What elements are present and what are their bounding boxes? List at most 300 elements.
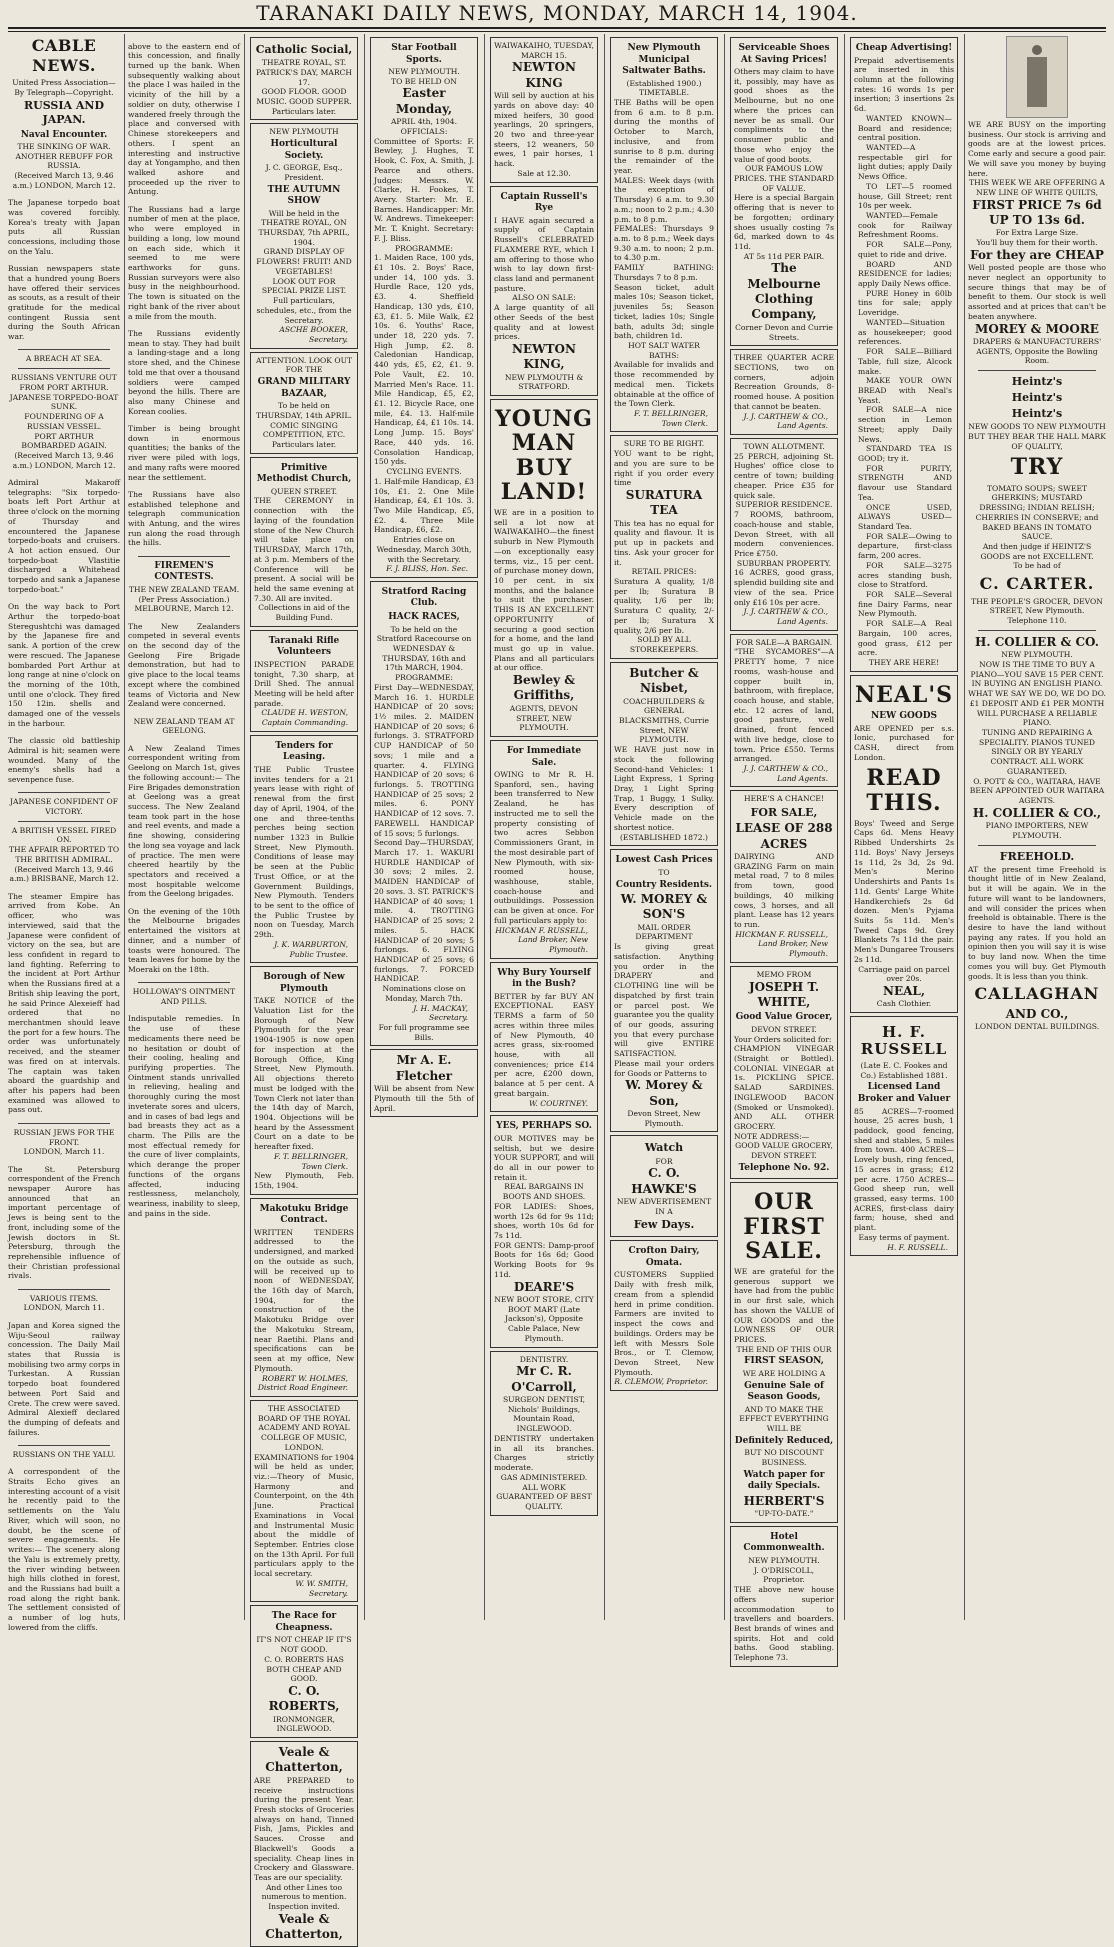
ad-title: Borough of New Plymouth	[263, 972, 345, 994]
ad-body: O. POTT & CO., WAITARA, HAVE BEEN APPOINTED OUR WAITARA AGENTS.	[969, 776, 1105, 806]
ad-body: AT the present time Freehold is thought little of in New Zealand, but it will be again. We in the future will want to be landowners, and will consider the prices when freehold is obtainable. There is the desire to have the land without paying any rates. If you hold an opinion then you will say it is wise to buy land now. When the time comes you will buy. Get Plymouth goods. It is less than you think.	[968, 864, 1106, 981]
ad-line: THIS WEEK WE ARE OFFERING A NEW LINE OF WHITE QUILTS,	[969, 178, 1105, 198]
ad-subtitle: DRAPERS & MANUFACTURERS' AGENTS, Opposite the Bowling Room.	[972, 336, 1102, 366]
dateline: (Received March 13, 9.46 a.m.) LONDON, March 12.	[12, 450, 116, 470]
ad-hf-russell	[850, 1016, 958, 1256]
ad-line: OFFICIALS:	[400, 126, 448, 136]
ad-line: You'll buy them for their worth.	[976, 238, 1098, 248]
ad-name: CALLAGHAN	[974, 984, 1100, 1004]
ad-signature: J. J. CARTHEW & CO., Land Agents.	[743, 607, 828, 626]
ad-subtitle: NEW PLYMOUTH.	[748, 1555, 820, 1565]
ad-line: GOOD FLOOR. GOOD MUSIC. GOOD SUPPER.	[256, 87, 352, 106]
column-rule	[724, 34, 725, 1620]
article-paragraph: The St. Petersburg correspondent of the French newspaper Aurore has announced that an important percentage of Jews is being sent to the front, including some of the Jewish doctors in St. Petersburg, through the reprehensible influence of their Christian professional rivals.	[8, 1164, 120, 1281]
ad-telephone: Telephone No. 92.	[738, 1162, 830, 1173]
ad-line: ALSO ON SALE:	[512, 293, 576, 303]
ad-body: Is giving great satisfaction. Anything you order in the DRAPERY and CLOTHING line will be dispatched by first train or parcel post. We guarantee you the quality of our goods, assuring you that every purchase will give ENTIRE SATISFACTION.	[614, 942, 714, 1059]
ad-title: DENTISTRY.	[519, 1354, 569, 1364]
ad-line: MAIL ORDER DEPARTMENT	[635, 922, 693, 942]
ad-subtitle: (Late E. C. Fookes and Co.) Established 1881.	[860, 1061, 948, 1080]
ad-body: NEW GOODS TO NEW PLYMOUTH BUT THEY BEAR THE HALL MARK OF QUALITY,	[968, 422, 1106, 451]
article-paragraph: The classic old battleship Admiral is hit; seamen were wounded. Many of the enemy's shells had a sevenpence fuse.	[8, 736, 120, 785]
ad-body: TAKE NOTICE of the Valuation List for the Borough of New Plymouth for the year 1904-1905 is now open for inspection at the Borough Office, King Street, New Plymouth. All objections thereto must be lodged with the Town Clerk not later than the 14th day of March, 1904. Objections will be heard by the Assessment Court on a date to be hereafter fixed.	[254, 996, 354, 1152]
ad-programme: 1. Half-mile Handicap, £3 10s, £1. 2. One Mile Handicap, £4, £1 10s. 3. Two Mile Handicap, £5, £2. 4. Three Mile Handicap, £6, £2.	[374, 476, 474, 535]
ad-body: YOU want to be right, and you are sure to be right if you order every time	[614, 449, 714, 488]
ad-line: To be had of	[1013, 561, 1061, 571]
ad-heading: THE AUTUMN SHOW	[267, 184, 341, 207]
ad-subtitle: DEVON STREET.	[751, 1024, 817, 1034]
ad-bury-in-bush	[490, 962, 598, 1113]
ad-signature: R. CLEMOW, Proprietor.	[614, 1377, 708, 1387]
ad-items: Boys' Tweed and Serge Caps 6d. Mens Heavy Ribbed Undershirts 2s 11d. Boys' Navy Jerseys 1s 11d, 2s 3d, 2s 9d. Men's Merino Undershirts and Pants 1s 11d. Gents' Large White Handkerchiefs 2s 6d dozen. Men's Pyjama Suits 5s 11d. Men's Tweed Caps 9d. Grey Blankets 7s 11d the pair. Men's Dungaree Trousers 2s 11d.	[854, 818, 954, 964]
ad-line: J. O'DRISCOLL, Proprietor.	[753, 1565, 815, 1585]
ad-line: HERE'S A CHANCE!	[744, 794, 824, 804]
column-rule	[604, 34, 605, 1620]
ad-body: Will sell by auction at his yards on above day: 40 mixed heifers, 30 good yearlings, 20 springers, 20 two and three-year steers, 12 weaners, 50 ewes, 1 pair horses, 1 hack.	[494, 91, 594, 169]
ad-herberts-sale	[730, 1182, 838, 1523]
classified-item: FOR SALE—Owing to departure, first-class farm, 200 acres.	[858, 531, 952, 561]
ad-name: Veale & Chatterton,	[265, 1911, 343, 1942]
ad-body: 16 ACRES, good grass, splendid building site and view of the sea. Price only £16 10s per acre.	[734, 568, 834, 607]
article-paragraph: The Japanese torpedo boat was covered forcibly. Korea's treaty with Japan puts all Russian concessions, including those on the Yalu.	[8, 198, 120, 256]
ad-body: "THE SYCAMORES"—A PRETTY home, 7 nice rooms, wash-house and copper built in, bathroom, with fireplace, coach house, and stable, etc. 12 acres of land, good pasture, well drained, front fenced with live hedge, close to town. Price £550. Terms arranged.	[734, 647, 834, 764]
ad-carthew-properties	[730, 438, 838, 631]
ad-neals	[850, 675, 958, 1013]
ad-veale-chatterton	[250, 1741, 358, 1947]
subheading: RUSSIAN JEWS FOR THE FRONT.	[13, 1127, 115, 1147]
ad-title: THE ASSOCIATED BOARD OF THE ROYAL ACADEMY AND ROYAL COLLEGE OF MUSIC, LONDON.	[257, 1403, 351, 1452]
ad-borough	[250, 966, 358, 1194]
ad-suratura-tea	[610, 435, 718, 658]
ad-associated-board	[250, 1400, 358, 1602]
ad-line: Sale at 12.30.	[517, 168, 571, 178]
column-1	[8, 34, 120, 1632]
ad-title: TOWN ALLOTMENT.	[743, 442, 825, 452]
section-heading: RUSSIA AND JAPAN.	[23, 99, 105, 127]
ad-name: JOSEPH T. WHITE,	[748, 979, 820, 1009]
ad-line: IN A	[655, 1206, 673, 1216]
ad-signature: J. K. WARBURTON, Public Trustee.	[274, 939, 348, 959]
ad-line: CYCLING EVENTS.	[386, 467, 462, 477]
ad-hawkes	[610, 1135, 718, 1237]
ad-body: DAIRYING AND GRAZING Farm on main metal road, 7 to 8 miles from town, good buildings, 40 milking cows, 3 horses, and all plant. Lease has 12 years to run.	[734, 851, 834, 930]
ad-title: Licensed Land Broker and Valuer	[857, 1082, 951, 1104]
ad-title: Taranaki Rifle Volunteers	[268, 635, 340, 658]
ad-programme: First Day—WEDNESDAY, March 16. 1. HURDLE HANDICAP of 20 sovs; 1½ miles. 2. MAIDEN HANDICAP of 20 sovs; 6 furlongs. 3. STRATFORD CUP HANDICAP of 50 sovs; 1 mile and a quarter. 4. FLYING HANDICAP of 20 sovs; 6 furlongs. 5. TROTTING HANDICAP of 25 sovs; 2 miles. 6. PONY HANDICAP of 12 sovs. 7. FAREWELL HANDICAP of 15 sovs; 5 furlongs.	[374, 682, 474, 838]
column-2	[128, 34, 240, 1620]
classified-item: ONCE USED, ALWAYS USED—Standard Tea.	[858, 502, 952, 532]
ad-line: MEMO FROM	[756, 969, 812, 979]
ad-title: New Plymouth Municipal Saltwater Baths.	[622, 43, 706, 77]
ad-name: Mr A. E. Fletcher	[395, 1053, 453, 1083]
ad-line: AND TO MAKE THE EFFECT EVERYTHING WILL BE	[739, 1404, 829, 1434]
ad-subtitle: COACHBUILDERS & GENERAL BLACKSMITHS, Currie Street, NEW PLYMOUTH.	[619, 696, 709, 745]
ad-signature: F. T. BELLRINGER, Town Clerk.	[633, 408, 708, 428]
ad-line: GRAND DISPLAY OF FLOWERS! FRUIT! AND VEGETABLES!	[256, 247, 352, 276]
ad-name: C. CARTER.	[979, 574, 1095, 594]
classified-item: FOR SALE—A nice section in Lemon Street; apply Daily News.	[858, 405, 952, 444]
ad-subtitle: QUEEN STREET.	[270, 486, 338, 496]
article-paragraph: A New Zealand Times correspondent writing from Geelong on March 1st, gives the following account:— The Fire Brigades demonstration at Geelong was a great success. The New Zealand team took part in the hose and reel events, and made a fine showing, considering the long sea voyage and lack of practice. The men were cheered heartily by the spectators and received a most hospitable welcome from the Geelong brigades.	[128, 743, 240, 899]
ad-name: W. MOREY & SON'S	[620, 892, 708, 922]
ad-makotuku-bridge	[250, 1198, 358, 1397]
ad-signature: HICKMAN F. RUSSELL, Land Broker, New Plymouth.	[735, 929, 828, 959]
article-paragraph: The Russians evidently mean to stay. They had built a landing-stage and a long store shed, and the Chinese told me that over a thousand soldiers were camped beyond the hills. There are also many Chinese and Korean coolies.	[128, 328, 240, 416]
ad-body: THE Public Trustee invites tenders for a 21 years lease with right of renewal from the first day of April, 1904, of the one and three-tenths perches being section number 1323 in Bulkie Street, New Plymouth. Conditions of lease may be seen at the Public Trust Office, or at the Government Buildings, New Plymouth. Tenders to be sent to the office of the Public Trustee by noon on Tuesday, March 29th.	[254, 764, 354, 940]
ad-line: TO	[658, 867, 670, 877]
headline-cable-news: CABLE NEWS.	[31, 36, 97, 76]
column-rule	[124, 34, 125, 1620]
ad-title: Cheap Advertising!	[855, 43, 953, 53]
ad-signature: J. J. CARTHEW & CO., Land Agents.	[743, 764, 828, 783]
ad-name: HERBERT'S	[743, 1493, 825, 1508]
ad-subtitle: Cash Clothier.	[876, 999, 932, 1009]
ad-subtitle: Corner Devon and Currie Streets.	[735, 322, 833, 342]
article-paragraph: The Russians have also established telephone and telegraph communication with Antung, and the wires run along the road through the hills.	[128, 489, 240, 548]
ad-programme: Second Day—THURSDAY, March 17. 1. WAKURI HURDLE HANDICAP of 30 sovs; 2 miles. 2. MAIDEN HANDICAP of 20 sovs. 3. ST. PATRICK'S HANDICAP of 40 sovs; 1 mile. 4. TROTTING HANDICAP of 25 sovs; 2 miles. 5. HACK HANDICAP of 20 sovs; 5 furlongs. 6. FLYING HANDICAP of 25 sovs; 6 furlongs. 7. FORCED HANDICAP.	[374, 838, 474, 984]
ad-body: NOW IS THE TIME TO BUY A PIANO—YOU SAVE 15 PER CENT. IN BUYING AN ENGLISH PIANO.	[970, 659, 1104, 689]
ad-line: FOR LADIES: Shoes, worth 12s 6d for 9s 11d; shoes, worth 10s 6d for 7s 11d.	[494, 1201, 594, 1241]
ad-title: Captain Russell's Rye	[500, 191, 588, 214]
ad-title: Catholic Social,	[255, 43, 353, 56]
ad-title: FREEHOLD.	[999, 849, 1075, 863]
ad-body: 85 ACRES—7-roomed house, 25 acres bush, 1 paddock, good fencing, shed and stables, 5 miles from town. 400 ACRES—Lovely bush, ring fenced, 15 acres in grass; £12 per acre. 1750 ACRES—Good sheep run, well grassed, easy terms. 100 ACRES, first-class dairy farm; house, shed and plant.	[854, 1106, 954, 1233]
ad-line: TIMETABLE.	[638, 88, 690, 98]
subheading: FOUNDERING OF A RUSSIAN VESSEL.	[24, 412, 104, 431]
credit-line: United Press Association—By Telegraph—Copyright.	[12, 77, 116, 97]
ad-items: CHAMPION VINEGAR (Straight or Bottled). COLONIAL VINEGAR at 1s. PICKLING SPICE. SALAD SARDINES. INGLEWOOD BACON (Smoked or Unsmoked). AND ALL OTHER GROCERY.	[734, 1044, 834, 1132]
subheading: JAPANESE TORPEDO-BOAT SUNK.	[9, 392, 119, 412]
ad-catholic-social	[250, 37, 358, 120]
ad-lease-288	[730, 790, 838, 962]
ad-body: 25 PERCH, adjoining St. Hughes' office close to centre of town; building cheaper. Price £35 for quick sale.	[734, 451, 834, 500]
classified-item: WANTED KNOWN—Board and residence; central position.	[858, 113, 952, 143]
ad-line: WEDNESDAY & THURSDAY, 16th and 17th MARCH, 1904.	[382, 643, 466, 673]
ad-body: Committee of Sports: F. Bewley, J. Hughes, T. Hook, C. Fox, A. Smith, J. Pearce and others. Judges: Messrs. W. Clarke, H. Fookes, T. Avery. Starter: Mr. E. Barnes. Handicapper: Mr. W. Andrews. Timekeeper: Mr. T. Knight. Secretary: F. J. Bliss.	[374, 136, 474, 243]
ad-body: WE ARE BUSY on the importing business. Our stock is arriving and goods are at the lowest prices. Come early and secure a good pair. We will save you money by buying here.	[968, 120, 1106, 178]
article-paragraph: Japan and Korea signed the Wiju-Seoul railway concession. The Daily Mail states that Russia is mobilising two army corps in Turkestan. A Russian torpedo boat foundered between Port Said and Crete. The crew were saved. Admiral Alexieff declared the dumping of defeats and failures.	[8, 1320, 120, 1437]
ad-sycamores	[730, 634, 838, 788]
ad-immediate-sale	[490, 740, 598, 959]
ad-name: Easter Monday,	[395, 86, 453, 116]
ad-line: Please mail your orders for Goods or Patterns to	[614, 1058, 714, 1078]
subheading: VARIOUS ITEMS.	[29, 1293, 99, 1303]
ad-race-cheapness	[250, 1605, 358, 1738]
ad-telephone: Telephone 110.	[1007, 616, 1067, 626]
ad-subtitle: NEW PLYMOUTH.	[388, 67, 460, 77]
ad-saltwater-baths	[610, 37, 718, 432]
masthead: TARANAKI DAILY NEWS, MONDAY, MARCH 14, 1904.	[256, 1, 858, 25]
ad-body: 7 ROOMS, bathroom, coach-house and stable, Devon Street, with all modern conveniences. Price £750.	[734, 510, 834, 558]
ad-line: LEASE OF 288 ACRES	[735, 821, 833, 851]
subheading: THE NEW ZEALAND TEAM.	[128, 584, 240, 594]
classified-item: WANTED—A respectable girl for light duties; apply Daily News Office.	[858, 142, 952, 182]
article-paragraph: A correspondent of the Straits Echo gives an interesting account of a visit he recently paid to the settlements on the Yalu River, which will soon, no doubt, be the scene of severe engagements. He writes:— The scenery along the Yalu is extremely pretty, the river winding between high hills clothed in forest, and the Russians had built a road along the right bank. The settlement consisted of a number of log huts, lowered from the cliffs.	[8, 1467, 120, 1632]
ad-line: Watch	[644, 1141, 684, 1155]
ad-signature: W. W. SMITH, Secretary.	[295, 1578, 348, 1598]
ad-line: Nominations close on Monday, March 7th.	[382, 984, 466, 1003]
ad-subtitle: Devon Street, New Plymouth.	[627, 1108, 701, 1128]
subheading: JAPANESE CONFIDENT OF VICTORY.	[10, 797, 118, 817]
ad-name: Mr C. R. O'Carroll,	[511, 1364, 577, 1394]
column-rule	[844, 34, 845, 1620]
ad-signature: H. F. RUSSELL.	[887, 1242, 948, 1252]
ad-body: OUR MOTIVES may be seltish, but we desire YOUR SUPPORT, and will do all in our power to retain it.	[494, 1133, 594, 1182]
column-9	[968, 34, 1106, 1620]
article-paragraph: The New Zealanders competed in several events on the second day of the Geelong Fire Brigade demonstration, but had to give place to the local teams except where the combined teams of Victoria and New Zealand were concerned.	[128, 621, 240, 709]
ad-russells-rye	[490, 186, 598, 397]
divider	[18, 821, 110, 822]
ad-title: Why Bury Yourself in the Bush?	[497, 967, 591, 990]
ad-star-football	[370, 37, 478, 578]
ad-line: Easy terms of payment.	[858, 1232, 950, 1242]
ad-line: Particulars later.	[271, 440, 337, 450]
divider	[978, 630, 1096, 631]
ad-line: Carriage paid on parcel over 20s.	[858, 964, 950, 984]
ad-title: READ THIS.	[866, 765, 942, 816]
ad-line: C. O. ROBERTS HAS BOTH CHEAP AND GOOD.	[264, 1654, 344, 1684]
classified-item: FOR SALE—Billiard Table, full size, Alcock make.	[858, 347, 952, 376]
classified-item: FOR SALE—3275 acres standing bush, close to Stratford.	[858, 560, 952, 590]
ad-line: HOT SALT WATER BATHS:	[628, 340, 700, 360]
ad-title: Heintz's	[1011, 375, 1063, 389]
subheading: A BRITISH VESSEL FIRED ON.	[11, 825, 117, 845]
ad-line: LOOK OUT FOR SPECIAL PRIZE LIST.	[261, 276, 347, 296]
ad-line: FEMALES: Thursdays 9 a.m. to 8 p.m.; Week days 9.30 a.m. to noon; 2 p.m. to 4.30 p.m.	[614, 224, 714, 263]
ad-line: SURE TO BE RIGHT.	[623, 439, 705, 449]
ad-line: MALES: Week days (with the exception of Thursday) 6 a.m. to 9.30 a.m.; noon to 2 p.m.; 4.30 p.m. to 8 p.m.	[614, 175, 714, 224]
subheading: THE SINKING OF WAR. ANOTHER REBUFF FOR RUSSIA.	[15, 142, 113, 171]
ad-title: OUR FIRST SALE.	[743, 1189, 825, 1264]
ad-name: Veale & Chatterton,	[265, 1745, 343, 1775]
ad-subtitle: AGENTS, DEVON STREET, NEW PLYMOUTH.	[509, 703, 579, 733]
ad-line: Your Orders solicited for:	[734, 1034, 832, 1044]
subheading: Naval Encounter.	[20, 129, 108, 140]
ad-body: DENTISTRY undertaken in all its branches. Charges strictly moderate.	[494, 1433, 594, 1473]
ad-body: Will be absent from New Plymouth till the 5th of April.	[374, 1084, 474, 1113]
ad-line: GAS ADMINISTERED.	[500, 1472, 588, 1482]
article-paragraph: Timber is being brought down in enormous quantities; the banks of the river were piled with logs, and many rafts were moored near the settlement.	[128, 423, 240, 482]
divider	[18, 1123, 110, 1124]
classified-item: FOR SALE—Several fine Dairy Farms, near New Plymouth.	[858, 590, 952, 619]
ad-body: I HAVE again secured a supply of Captain Russell's CELEBRATED FLAXMERE RYE, which I am offering to those who wish to lay down first-class land and permanent pasture.	[494, 215, 594, 293]
ad-title: The Race for Cheapness.	[271, 1611, 337, 1633]
ad-body: WE are grateful for the generous support we have had from the public in our first sale, which has shown the VALUE of OUR GOODS and the LOWNESS OF OUR PRICES.	[734, 1266, 834, 1345]
ad-body: WE are in a position to sell a lot now at WAIWAKAIHO—the finest suburb in New Plymouth—on exceptionally easy terms, viz., 15 per cent. of purchase money down, 10 per cent. in six months, and the balance to suit the purchaser. THIS IS AN EXCELLENT OPPORTUNITY of securing a good section for a home, and the land must go up in value. Plans and all particulars at our office.	[494, 507, 594, 673]
ad-body: Prepaid advertisements are inserted in this column at the following rates: 16 words 1s per insertion; 3 insertions 2s 6d.	[854, 55, 954, 114]
article-paragraph: On the way back to Port Arthur the torpedo-boat Steregushtchi was damaged by the Japanese fire and sank. A portion of the crew were rescued. The Japanese bombarded Port Arthur at long range at nine o'clock on the morning of the 10th, until one o'clock. They fired 150 12in. shells and damaged one of the vessels in the harbour.	[8, 602, 120, 728]
ad-line: ALL WORK GUARANTEED OF BEST QUALITY.	[496, 1482, 592, 1511]
ad-line: IT'S NOT CHEAP IF IT'S NOT GOOD.	[256, 1635, 352, 1655]
ad-body: THE Baths will be open from 6 a.m. to 8 p.m. during the months of October to March, inclusive, and from sunrise to 8 p.m. during the remainder of the year.	[614, 97, 714, 176]
ad-line: OUR FAMOUS LOW PRICES. THE STANDARD OF VALUE.	[734, 164, 834, 193]
ad-name: DEARE'S	[513, 1279, 575, 1294]
ad-line: THEY ARE HERE!	[868, 658, 940, 668]
ad-title: SUBURBAN PROPERTY.	[736, 558, 832, 568]
ad-title: For Immediate Sale.	[506, 746, 582, 768]
ad-body: OWING to Mr R. H. Spanford, sen., having been transferred to New Zealand, he has instructed me to sell the property consisting of two acres Sebbon Commissioners Grant, in the most desirable part of New Plymouth, with six-roomed house, washhouse, stable, coach-house and outbuildings. Possession can be given at once. For full particulars apply to:	[494, 770, 594, 925]
classified-item: FOR PURITY, STRENGTH AND flavour use Standard Tea.	[858, 463, 952, 502]
ad-signature: J. J. CARTHEW & CO., Land Agents.	[743, 411, 828, 431]
ad-programme: 1. Maiden Race, 100 yds, £1 10s. 2. Boys' Race, under 14, 100 yds. 3. Hurdle Race, 120 yds, £3. 4. Sheffield Handicap, 130 yds, £10, £3, £1. 5. Mile Walk, £2 10s. 6. Youths' Race, under 18, 220 yds. 7. High Jump, £2. 8. Caledonian Handicap, 440 yds, £5, £2, £1. 9. Pole Vault, £2. 10. Married Men's Race. 11. Mile Handicap, £5, £2, £1. 12. Bicycle Race, one mile, £4. 13. Half-mile Handicap, £4, £1 10s. 14. Long Jump. 15. Boys' Race, 440 yds. 16. Consolation Handicap, 150 yds.	[374, 253, 474, 467]
ad-morey-mail-order	[610, 849, 718, 1132]
ad-subtitle: NEW BOOT STORE, CITY BOOT MART (Late Jackson's), Opposite Cable Palace, New Plymouth.	[494, 1295, 594, 1343]
article-paragraph: The Russians had a large number of men at the place, who were employed in building a long, low mound on each side, which it seemed to me were earthworks for guns. Russian surveyors were also busy in the neighbourhood. The town is situated on the right bank of the river about a mile from the mouth.	[128, 204, 240, 321]
classified-item: PURE Honey in 60lb tins for sale; apply Loveridge.	[858, 288, 952, 318]
ad-subtitle: LONDON DENTAL BUILDINGS.	[974, 1022, 1100, 1032]
ad-line: Entries close on Wednesday, March 30th, with the Secretary.	[376, 535, 472, 564]
ad-subtitle: THEATRE ROYAL, ST. PATRICK'S DAY, MARCH 17.	[256, 58, 352, 87]
ad-signature: ASCHE BOOKER, Secretary.	[279, 325, 348, 344]
ad-fletcher	[370, 1049, 478, 1117]
ad-line: APRIL 4th, 1904.	[390, 117, 458, 127]
ad-line: ATTENTION. LOOK OUT FOR THE	[255, 355, 353, 375]
divider	[978, 370, 1096, 371]
ad-hotel-commonwealth	[730, 1526, 838, 1667]
ad-body: THE CEREMONY in connection with the laying of the foundation stone of the New Church will take place on THURSDAY, March 17th, at 3 p.m. Members of the Conference will be present. A social will be held the same evening at 7.30. All are invited.	[254, 496, 354, 603]
ad-name: H. COLLIER & CO.	[975, 634, 1099, 649]
ad-body: Well posted people are those who never neglect an opportunity to secure things that may be of benefit to them. Our stock is well assorted and at prices that can't be beaten anywhere.	[968, 263, 1106, 321]
ad-horticultural-society	[250, 123, 358, 348]
ad-prices: Suratura A quality, 1/8 per lb; Suratura B quality, 1/6 per lb; Suratura C quality, 2/- per lb; Suratura X quality, 2/6 per lb.	[614, 577, 714, 635]
article-paragraph: The steamer Empire has arrived from Kobe. An officer, who was interviewed, said that the Japanese were confident of victory on the sea, but are less confident in regard to land fighting. Referring to the incident at Port Arthur when the Russians fired at a British ship leaving the port, he said Prince Alexeieff had ordered that no merchantmen should leave the port for a few hours. The order was unfortunately received, and the steamer was fired on at intervals. The captain was taken aboard the guardship and after his papers had been examined was allowed to pass out.	[8, 891, 120, 1115]
ad-line: To be held on THURSDAY, 14th APRIL.	[256, 401, 352, 420]
dateline: LONDON, March 11.	[23, 1147, 105, 1157]
ad-title: TRY	[1010, 454, 1064, 481]
ad-name: GRAND MILITARY BAZAAR,	[257, 377, 351, 399]
ad-line: Watch paper for daily Specials.	[743, 1469, 825, 1492]
ad-body: THE above new house offers superior accommodation to travellers and boarders. Best brands of wines and spirits. Hot and cold baths. Good stabling. Telephone 73.	[734, 1585, 834, 1663]
column-rule	[484, 34, 485, 1620]
ad-title: FOR SALE—A BARGAIN.	[735, 637, 833, 647]
ad-title: Country Residents.	[615, 879, 713, 890]
ad-name: C. O. ROBERTS,	[268, 1683, 340, 1714]
column-3	[248, 34, 360, 1942]
ad-title: Hotel Commonwealth.	[743, 1531, 825, 1554]
ad-line: SOLD BY ALL STOREKEEPERS.	[629, 635, 699, 655]
ad-title: YES, PERHAPS SO.	[496, 1121, 592, 1132]
article-paragraph: On the evening of the 10th the Melbourne brigades entertained the visitors at dinner, and a number of toasts were honoured. The team leaves for home by the Moeraki on the 18th.	[128, 906, 240, 975]
ad-name: W. Morey & Son,	[625, 1078, 703, 1108]
ad-line: AT 5s 11d PER PAIR.	[743, 251, 825, 261]
classified-item: FOR SALE—Pony, quiet to ride and drive.	[858, 240, 952, 259]
ad-title: FOR SALE,	[750, 806, 818, 820]
ad-line: COMIC SINGING COMPETITION, ETC.	[262, 420, 346, 440]
ad-name: Butcher & Nisbet,	[629, 665, 699, 696]
classified-item: BOARD AND RESIDENCE for ladies; apply Daily News office.	[858, 259, 952, 289]
ad-name: Horticultural Society.	[270, 139, 338, 161]
divider	[18, 349, 110, 350]
masthead-rule	[8, 27, 1106, 29]
ad-subtitle: (Established 1900.)	[626, 78, 702, 88]
ad-line: FAMILY BATHING: Thursdays 7 to 8 p.m.	[614, 263, 714, 282]
article-paragraph: above to the eastern end of this concession, and finally turned up the bank. When subsequently walking about the place I was hailed in the vicinity of the hill by a soldier on duty, otherwise I wandered freely through the place and conversed with Chinese storekeepers and others. I spent an interesting and instructive day at Yongampho, and then walked ashore and proceeded up the river to Antung.	[128, 41, 240, 197]
classified-list	[858, 114, 952, 658]
ad-title: Star Football Sports.	[391, 43, 457, 65]
ad-line: (ESTABLISHED 1872.)	[619, 832, 709, 842]
ad-line: Full particulars, schedules, etc., from the Secretary.	[256, 296, 352, 325]
ad-title: Serviceable Shoes At Saving Prices!	[738, 43, 830, 65]
ad-body: WHAT WE SAY WE DO, WE DO DO. £1 DEPOSIT AND £1 PER MONTH WILL PURCHASE A RELIABLE PIANO.	[968, 689, 1106, 728]
ad-line: A large quantity of all other Seeds of the best quality and at lowest prices.	[494, 303, 594, 342]
ad-name: AND CO.,	[1005, 1006, 1069, 1021]
ad-signature: HICKMAN F. RUSSELL, Land Broker, New Plymouth.	[495, 925, 588, 954]
classified-item: MAKE YOUR OWN BREAD with Neal's Yeast.	[858, 376, 952, 405]
ad-title: For they are CHEAP	[970, 247, 1104, 262]
ad-subtitle: WAIWAKAIHO, TUESDAY, MARCH 15.	[494, 41, 594, 60]
ad-body: Available for invalids and those recommended by medical men. Tickets obtainable at the office of the Town Clerk.	[614, 360, 714, 409]
ad-signature: ROBERT W. HOLMES, District Road Engineer.	[257, 1373, 348, 1393]
ad-name: NEWTON KING	[512, 60, 576, 90]
ad-signature: NEW PLYMOUTH & STRATFORD.	[504, 372, 584, 392]
classified-item: WANTED—Situation as housekeeper; good references.	[858, 317, 952, 347]
classified-item: FOR SALE—A Real Bargain, 100 acres, good grass, £12 per acre.	[858, 619, 952, 658]
ad-rifle-volunteers	[250, 630, 358, 732]
ad-primitive-methodist	[250, 457, 358, 627]
ad-young-man-buy-land	[490, 399, 598, 737]
ad-subtitle: NEW PLYMOUTH.	[1001, 650, 1073, 660]
ad-title: Lowest Cash Prices	[615, 855, 713, 866]
ad-body: This tea has no equal for quality and flavour. It is put up in packets and tins. Ask your grocer for it.	[614, 518, 714, 567]
ad-signature: F. T. BELLRINGER, Town Clerk.	[273, 1151, 348, 1171]
ad-sections	[730, 349, 838, 435]
column-rule	[244, 34, 245, 1620]
ad-line: Inspection invited.	[268, 1902, 340, 1912]
ad-items: TOMATO SOUPS; SWEET GHERKINS; MUSTARD DRESSING; INDIAN RELISH; CHERRIES IN CONSERVE; and BAKED BEANS IN TOMATO SAUCE.	[975, 483, 1099, 542]
subheading: A BREACH AT SEA.	[25, 354, 103, 364]
ad-title: YOUNG MAN BUY LAND!	[495, 406, 593, 505]
ad-title: Heintz's	[1011, 391, 1063, 405]
ad-body: ARE PREPARED to receive instructions during the present Year. Fresh stocks of Groceries always on hand, Tinned Fish, Jams, Pickles and Sauces. Crosse and Blackwell's Goods a speciality. Cheap lines in Crockery and Glassware. Teas are our speciality.	[254, 1775, 354, 1883]
article-paragraph: Russian newspapers state that a hundred young Boers have offered their services as scouts, as a result of their gratitude for the medical contingent Russia sent during the South African war.	[8, 264, 120, 342]
ad-newton-king-sale	[490, 37, 598, 183]
ad-subtitle: THE PEOPLE'S GROCER, DEVON STREET, New Plymouth.	[971, 596, 1103, 616]
ad-prices: Season ticket, adult males 10s; Season ticket, juveniles 5s; Season ticket, ladies 10s; Single bath, adults 3d; single bath, children 1d.	[614, 282, 714, 341]
ad-stratford-racing	[370, 581, 478, 1046]
divider	[138, 556, 230, 557]
classified-item: TO LET—5 roomed house, Gill Street; rent 10s per week.	[858, 181, 952, 211]
ad-line: RETAIL PRICES:	[631, 567, 697, 577]
ad-name: SURATURA TEA	[625, 488, 703, 518]
ad-subtitle: HACK RACES,	[388, 612, 460, 622]
column-8	[848, 34, 960, 1620]
ad-line: FOR GENTS: Damp-proof Boots for 16s 6d; Good Working Boots for 9s 11d.	[494, 1240, 594, 1279]
column-5	[488, 34, 600, 1620]
ad-line: Few Days.	[633, 1218, 695, 1232]
ad-crofton-dairy	[610, 1240, 718, 1391]
ad-signature: W. COURTNEY.	[528, 1098, 588, 1108]
headline-firemen: FIREMEN'S CONTESTS.	[154, 560, 214, 583]
ad-title: Crofton Dairy, Omata.	[628, 1246, 700, 1268]
ad-name: NEAL'S	[854, 681, 954, 708]
ad-military-bazaar	[250, 352, 358, 454]
classified-item: WANTED—Female cook for Railway Refreshment Rooms.	[858, 211, 952, 240]
ad-line: NOTE ADDRESS:—	[734, 1131, 810, 1141]
ad-signature: J. H. MACKAY, Secretary.	[413, 1003, 468, 1023]
subheading: RUSSIANS ON THE YALU.	[12, 1450, 116, 1460]
ad-title: Genuine Sale of Season Goods,	[744, 1380, 824, 1403]
ad-price: UP TO 13s 6d.	[989, 213, 1085, 228]
ad-subtitle: IRONMONGER, INGLEWOOD.	[273, 1714, 335, 1734]
ad-title: Makotuku Bridge Contract.	[259, 1203, 349, 1226]
dateline: (Received March 13, 9.46 a.m.) BRISBANE, March 12.	[9, 864, 119, 884]
ad-price: FIRST PRICE 7s 6d	[972, 197, 1102, 212]
divider	[18, 1289, 110, 1290]
ad-line: FOR	[655, 1156, 673, 1166]
ad-line: And then judge if HEINTZ'S GOODS are not EXCELLENT.	[980, 541, 1094, 561]
ad-line: THE END OF THIS OUR	[736, 1344, 832, 1354]
subheading: PORT ARTHUR BOMBARDED AGAIN.	[21, 431, 107, 451]
